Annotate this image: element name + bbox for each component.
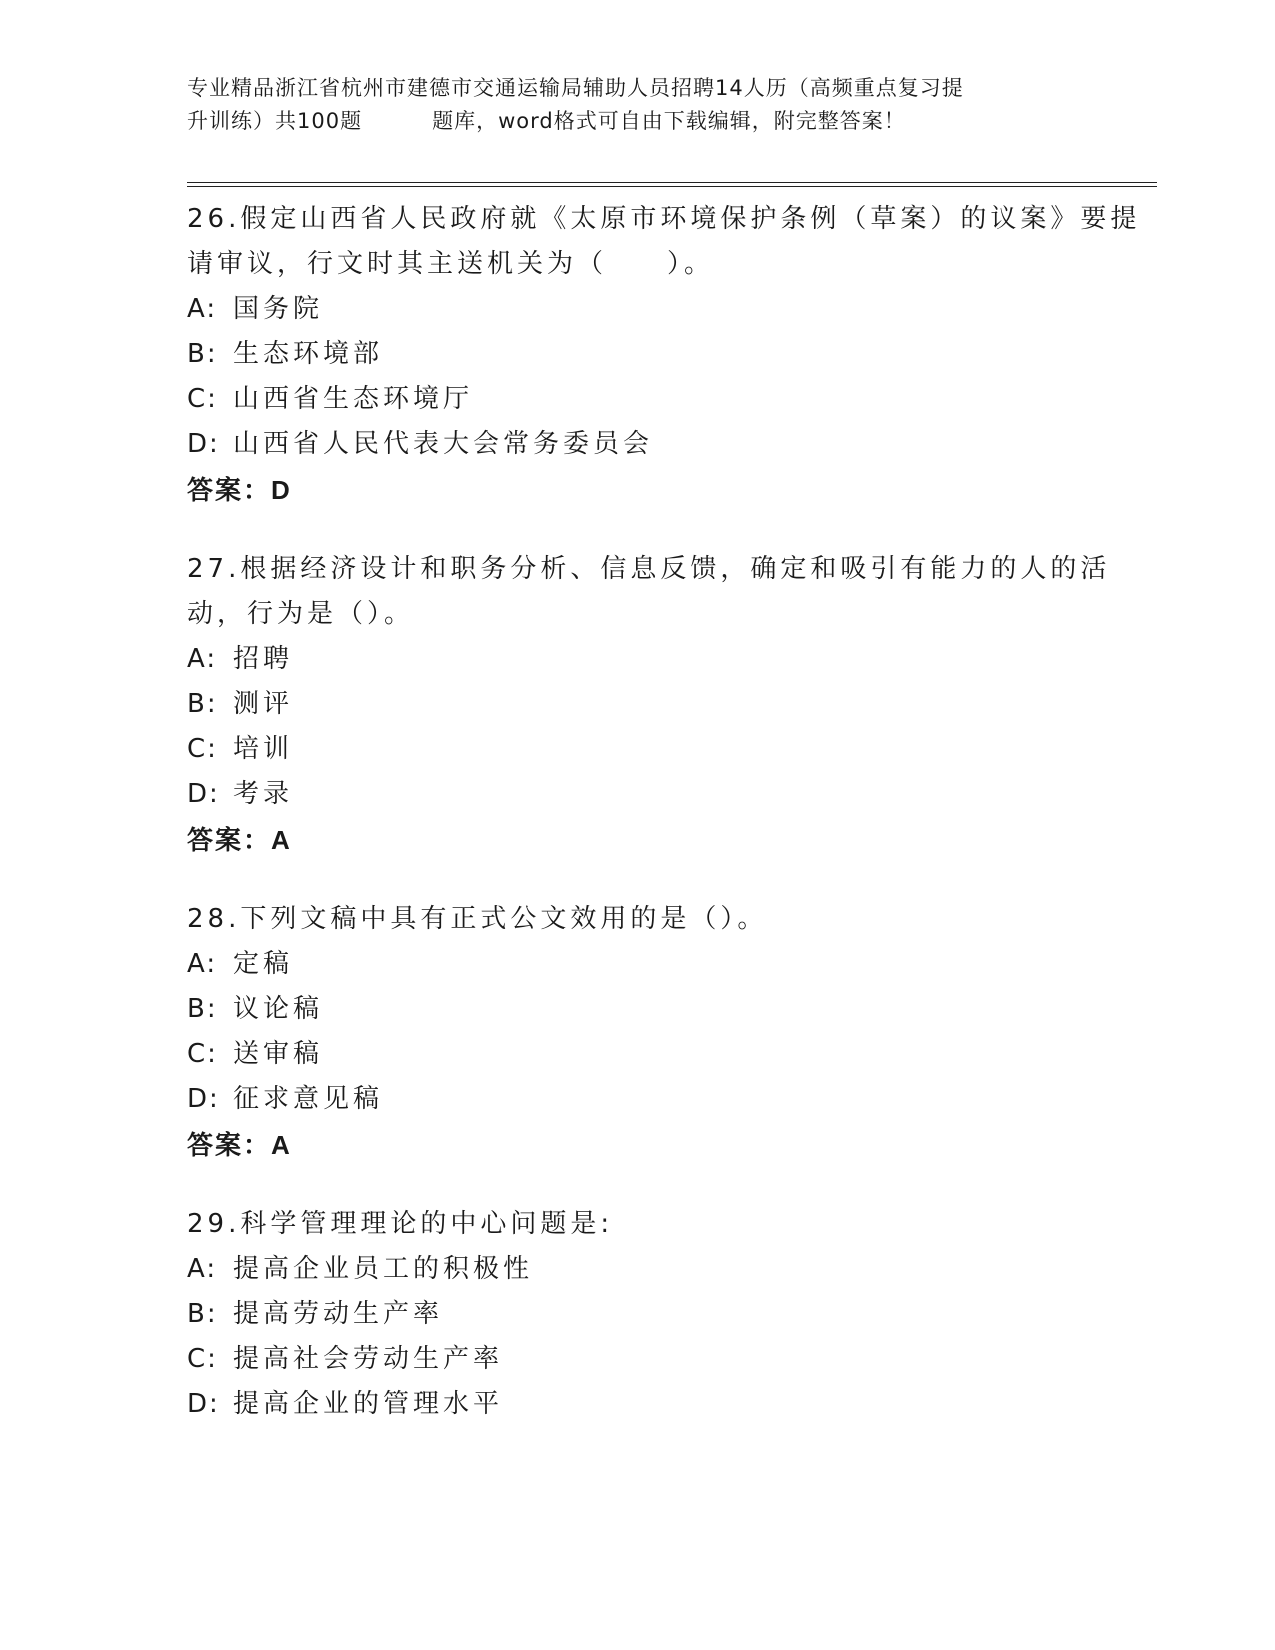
question-stem: [187, 897, 1157, 942]
question-number: 26.: [187, 204, 241, 234]
option-b: [187, 682, 1157, 727]
question-29: [187, 1202, 1157, 1427]
question-stem: [187, 197, 1157, 287]
option-c: [187, 727, 1157, 772]
option-a: [187, 637, 1157, 682]
option-key: A:: [187, 644, 218, 674]
option-a: [187, 1247, 1157, 1292]
answer-line: 答案：A: [187, 1130, 292, 1160]
question-text: 根据经济设计和职务分析、信息反馈，确定和吸引有能力的人的活动，行为是（）。: [187, 554, 1111, 629]
header-line-2-part-1: 升训练）共100题: [187, 109, 363, 133]
header-divider: [187, 182, 1157, 187]
option-text: 培训: [233, 734, 294, 764]
option-d: [187, 422, 1157, 467]
option-key: D:: [187, 1084, 220, 1114]
option-key: B:: [187, 689, 218, 719]
option-key: B:: [187, 1299, 218, 1329]
question-number: 28.: [187, 904, 241, 934]
option-text: 测评: [233, 689, 294, 719]
question-number: 29.: [187, 1209, 241, 1239]
option-c: [187, 1337, 1157, 1382]
option-key: A:: [187, 949, 218, 979]
question-26: [187, 197, 1157, 513]
option-text: 提高劳动生产率: [233, 1299, 444, 1329]
question-28: [187, 897, 1157, 1168]
question-number: 27.: [187, 554, 241, 584]
option-text: 招聘: [233, 644, 294, 674]
option-text: 提高企业员工的积极性: [233, 1254, 534, 1284]
option-text: 考录: [233, 779, 294, 809]
option-text: 提高社会劳动生产率: [233, 1344, 504, 1374]
option-key: A:: [187, 1254, 218, 1284]
question-text: 下列文稿中具有正式公文效用的是（）。: [240, 904, 768, 934]
option-text: 提高企业的管理水平: [233, 1389, 504, 1419]
option-key: C:: [187, 1039, 218, 1069]
option-text: 国务院: [233, 294, 324, 324]
document-header: [187, 72, 1157, 138]
option-key: B:: [187, 339, 218, 369]
option-text: 送审稿: [233, 1039, 324, 1069]
option-d: [187, 1382, 1157, 1427]
option-d: [187, 772, 1157, 817]
answer-line: 答案：A: [187, 825, 292, 855]
option-key: C:: [187, 1344, 218, 1374]
header-line-2-part-2: 题库，word格式可自由下载编辑，附完整答案！: [432, 109, 906, 133]
option-text: 山西省人民代表大会常务委员会: [233, 429, 654, 459]
option-c: [187, 1032, 1157, 1077]
document-page: [187, 72, 1157, 1461]
option-key: D:: [187, 779, 220, 809]
option-text: 定稿: [233, 949, 294, 979]
option-text: 生态环境部: [233, 339, 384, 369]
option-text: 议论稿: [233, 994, 324, 1024]
option-a: [187, 287, 1157, 332]
option-key: C:: [187, 734, 218, 764]
option-b: [187, 987, 1157, 1032]
answer-line: 答案：D: [187, 475, 292, 505]
option-a: [187, 942, 1157, 987]
header-line-1: 专业精品浙江省杭州市建德市交通运输局辅助人员招聘14人历（高频重点复习提: [187, 76, 964, 100]
header-line-2: [187, 105, 1157, 138]
option-key: C:: [187, 384, 218, 414]
option-d: [187, 1077, 1157, 1122]
option-b: [187, 332, 1157, 377]
option-key: D:: [187, 429, 220, 459]
question-27: [187, 547, 1157, 863]
option-b: [187, 1292, 1157, 1337]
option-key: D:: [187, 1389, 220, 1419]
question-stem: [187, 1202, 1157, 1247]
option-text: 征求意见稿: [233, 1084, 384, 1114]
option-text: 山西省生态环境厅: [233, 384, 474, 414]
question-stem: [187, 547, 1157, 637]
option-key: B:: [187, 994, 218, 1024]
question-text: 科学管理理论的中心问题是:: [240, 1209, 614, 1239]
option-c: [187, 377, 1157, 422]
option-key: A:: [187, 294, 218, 324]
question-list: [187, 197, 1157, 1427]
question-text: 假定山西省人民政府就《太原市环境保护条例（草案）的议案》要提请审议，行文时其主送机关为（ ）。: [187, 204, 1141, 279]
